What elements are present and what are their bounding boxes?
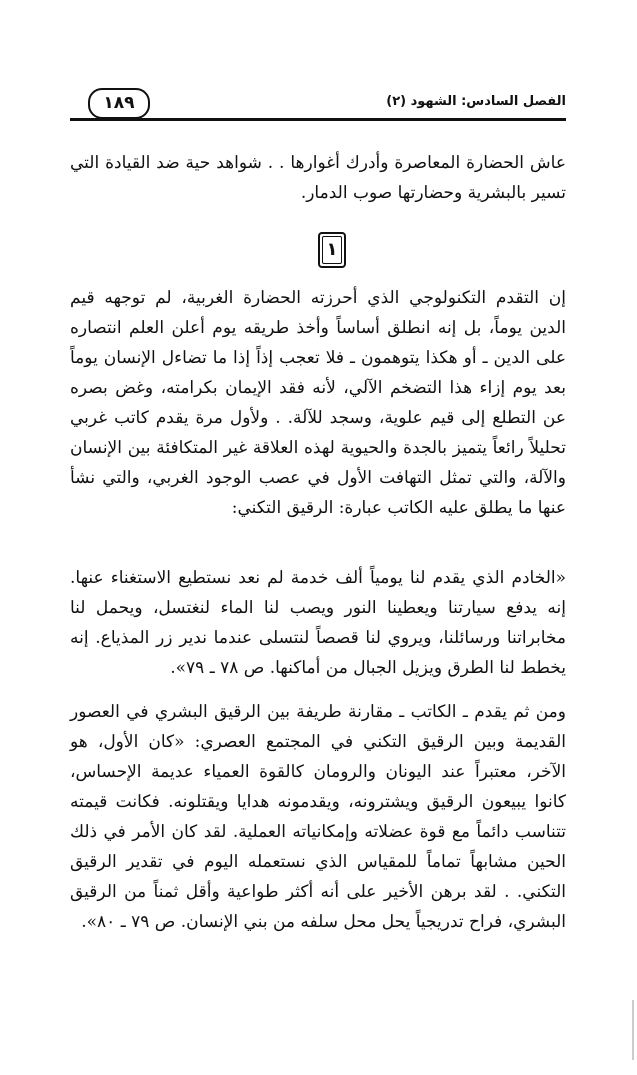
page-header — [70, 82, 566, 118]
page-edge-mark — [632, 1000, 634, 1060]
intro-text: عاش الحضارة المعاصرة وأدرك أغوارها . . شواهد حية ضد القيادة التي تسير بالبشرية وحضارتها صوب الدمار. — [70, 153, 566, 203]
running-head: الفصل السادس: الشهود (٢) — [386, 94, 566, 109]
paragraph-1 — [70, 283, 566, 523]
paragraph-3 — [70, 697, 566, 937]
paragraph-text: «الخادم الذي يقدم لنا يومياً ألف خدمة لم نعد نستطيع الاستغناء عنها. إنه يدفع سيارتنا ويعطينا النور ويصب لنا الماء لنغتسل، ويحمل لنا مخابراتنا ورسائلنا، ويروي لنا قصصاً لنتسلى عندما ندير زر المذياع. إنه يخطط لنا الطرق ويزيل الجبال من أماكنها. ص ٧٨ ـ ٧٩». — [70, 568, 566, 678]
header-rule — [70, 118, 566, 121]
intro-paragraph — [70, 148, 566, 208]
section-number-box: ١ — [318, 232, 346, 268]
paragraph-text: ومن ثم يقدم ـ الكاتب ـ مقارنة طريفة بين الرقيق البشري في العصور القديمة وبين الرقيق التكني في المجتمع العصري: «كان الأول، هو الآخر، معتبراً عند اليونان والرومان كالقوة العمياء عديمة الإحساس، كانوا يبيعون الرقيق ويشترونه، ويقدمونه هدايا ويقتلونه. فكانت قيمته تتناسب دائماً مع قوة عضلاته وإمكانياته العملية. لقد كان الأمر في ذلك الحين مشابهاً تماماً للمقياس الذي نستعمله اليوم في تقدير الرقيق التكني. . لقد برهن الأخير على أنه أكثر طواعية وأقل ثمناً من الرقيق البشري، فراح تدريجياً يحل محل سلفه من بني الإنسان. ص ٧٩ ـ ٨٠». — [70, 702, 566, 932]
paragraph-text: إن التقدم التكنولوجي الذي أحرزته الحضارة الغربية، لم توجهه قيم الدين يوماً، بل إنه انطلق أساساً وأخذ طريقه يوم أعلن العلم انتصاره على الدين ـ أو هكذا يتوهمون ـ فلا تعجب إذاً إذا ما تضاءل الإنسان يوماً بعد يوم إزاء هذا التضخم الآلي، لأنه فقد الإيمان بكرامته، وغض بصره عن التطلع إلى قيم علوية، وسجد للآلة. . ولأول مرة يقدم كاتب غربي تحليلاً رائعاً يتميز بالجدة والحيوية لهذه العلاقة غير المتكافئة بين الإنسان والآلة، والتي تمثل التهافت الأول في عصب الوجود الغربي، والتي نشأ عنها ما يطلق عليه الكاتب عبارة: الرقيق التكني: — [70, 288, 566, 518]
paragraph-2-quote — [70, 563, 566, 683]
page-number: ١٨٩ — [88, 88, 150, 119]
